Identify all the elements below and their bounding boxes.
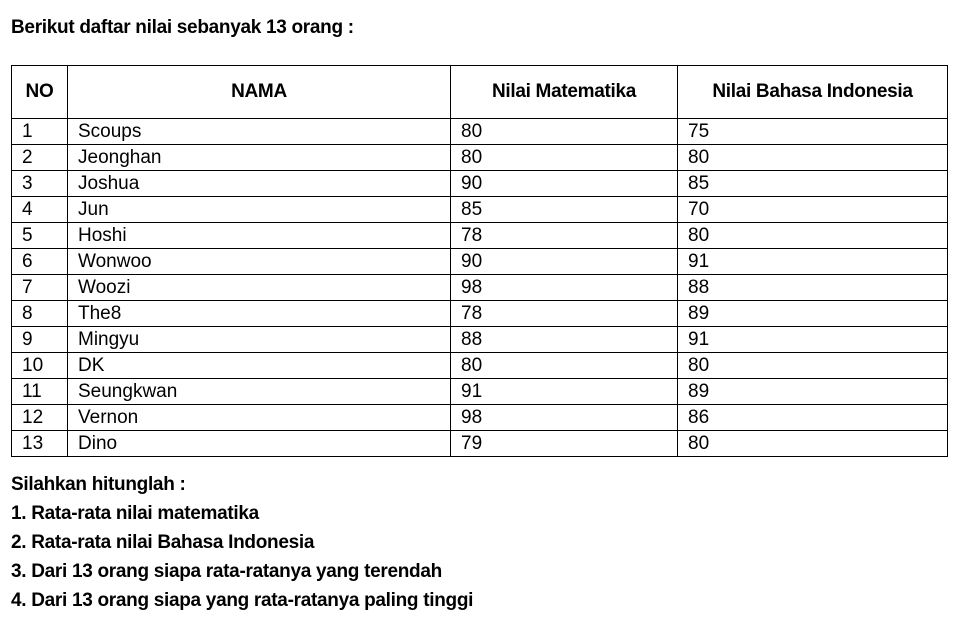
cell-bahasa-indonesia: 80 — [678, 223, 948, 249]
cell-bahasa-indonesia: 70 — [678, 197, 948, 223]
cell-bahasa-indonesia: 80 — [678, 145, 948, 171]
table-row — [12, 301, 948, 327]
table-row — [12, 353, 948, 379]
cell-matematika: 78 — [451, 223, 678, 249]
instruction-item: 3. Dari 13 orang siapa rata-ratanya yang terendah — [11, 561, 442, 582]
cell-nama: DK — [68, 353, 451, 379]
cell-bahasa-indonesia: 88 — [678, 275, 948, 301]
cell-matematika: 80 — [451, 119, 678, 145]
header-row — [12, 66, 948, 119]
cell-bahasa-indonesia: 91 — [678, 327, 948, 353]
table-row — [12, 119, 948, 145]
cell-matematika: 80 — [451, 353, 678, 379]
table-row — [12, 249, 948, 275]
cell-nama: Joshua — [68, 171, 451, 197]
cell-no: 3 — [12, 171, 68, 197]
cell-matematika: 98 — [451, 405, 678, 431]
cell-matematika: 80 — [451, 145, 678, 171]
cell-matematika: 79 — [451, 431, 678, 457]
cell-matematika: 90 — [451, 171, 678, 197]
cell-no: 12 — [12, 405, 68, 431]
cell-no: 5 — [12, 223, 68, 249]
cell-no: 6 — [12, 249, 68, 275]
header-no: NO — [12, 66, 68, 119]
header-nilai-matematika: Nilai Matematika — [451, 66, 678, 119]
cell-matematika: 88 — [451, 327, 678, 353]
cell-bahasa-indonesia: 75 — [678, 119, 948, 145]
table-row — [12, 197, 948, 223]
intro-text: Berikut daftar nilai sebanyak 13 orang : — [11, 17, 354, 38]
cell-bahasa-indonesia: 89 — [678, 379, 948, 405]
instruction-item: 4. Dari 13 orang siapa yang rata-ratanya paling tinggi — [11, 590, 474, 611]
cell-nama: Seungkwan — [68, 379, 451, 405]
cell-bahasa-indonesia: 80 — [678, 431, 948, 457]
instructions-heading: Silahkan hitunglah : — [11, 474, 186, 495]
cell-nama: Wonwoo — [68, 249, 451, 275]
cell-matematika: 91 — [451, 379, 678, 405]
instruction-item: 1. Rata-rata nilai matematika — [11, 503, 259, 524]
table-row — [12, 223, 948, 249]
cell-no: 9 — [12, 327, 68, 353]
cell-no: 1 — [12, 119, 68, 145]
cell-no: 4 — [12, 197, 68, 223]
table-row — [12, 171, 948, 197]
cell-nama: Hoshi — [68, 223, 451, 249]
table-row — [12, 275, 948, 301]
cell-matematika: 98 — [451, 275, 678, 301]
cell-matematika: 85 — [451, 197, 678, 223]
instructions — [11, 470, 473, 615]
cell-matematika: 90 — [451, 249, 678, 275]
cell-nama: Jun — [68, 197, 451, 223]
cell-nama: Mingyu — [68, 327, 451, 353]
cell-bahasa-indonesia: 86 — [678, 405, 948, 431]
cell-matematika: 78 — [451, 301, 678, 327]
cell-nama: Vernon — [68, 405, 451, 431]
cell-no: 2 — [12, 145, 68, 171]
cell-no: 13 — [12, 431, 68, 457]
table-row — [12, 145, 948, 171]
table-row — [12, 405, 948, 431]
cell-no: 7 — [12, 275, 68, 301]
instruction-item: 2. Rata-rata nilai Bahasa Indonesia — [11, 532, 315, 553]
cell-nama: Dino — [68, 431, 451, 457]
grades-table — [11, 65, 948, 457]
cell-bahasa-indonesia: 80 — [678, 353, 948, 379]
table-row — [12, 327, 948, 353]
header-nilai-bahasa-indonesia: Nilai Bahasa Indonesia — [678, 66, 948, 119]
cell-no: 10 — [12, 353, 68, 379]
cell-no: 8 — [12, 301, 68, 327]
cell-nama: Jeonghan — [68, 145, 451, 171]
cell-bahasa-indonesia: 89 — [678, 301, 948, 327]
cell-nama: Scoups — [68, 119, 451, 145]
header-nama: NAMA — [68, 66, 451, 119]
cell-bahasa-indonesia: 85 — [678, 171, 948, 197]
table-row — [12, 431, 948, 457]
cell-nama: The8 — [68, 301, 451, 327]
cell-nama: Woozi — [68, 275, 451, 301]
cell-no: 11 — [12, 379, 68, 405]
cell-bahasa-indonesia: 91 — [678, 249, 948, 275]
table-row — [12, 379, 948, 405]
